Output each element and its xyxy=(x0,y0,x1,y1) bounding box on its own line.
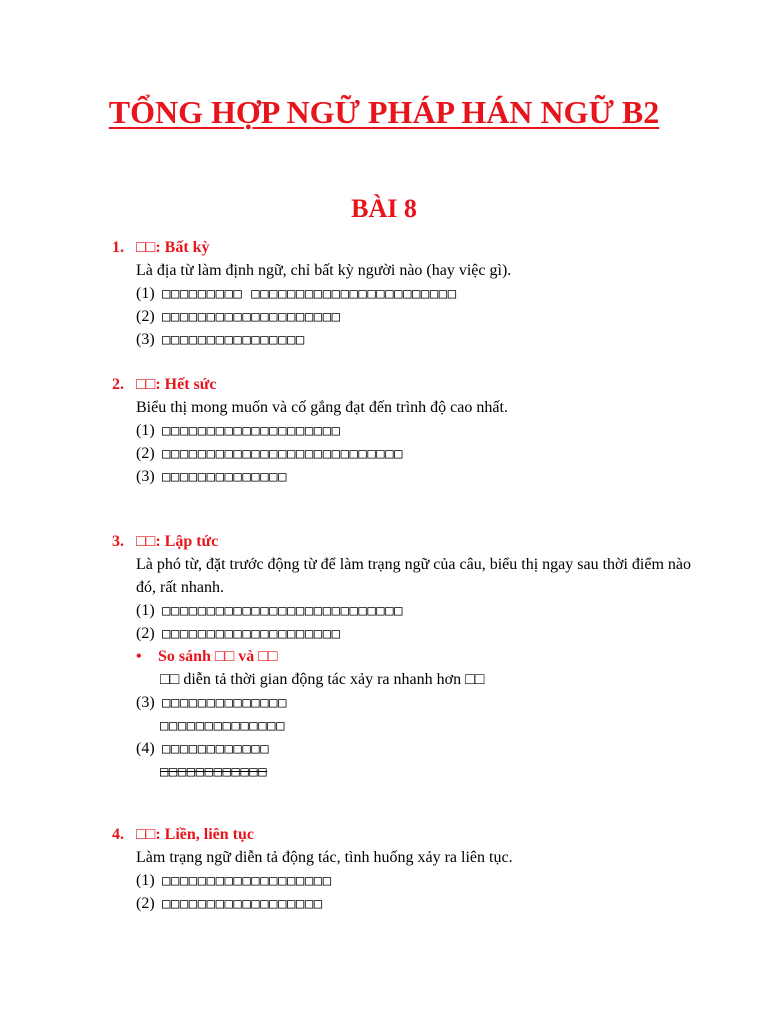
example-text: □□□□□□□□□□□□□□□□□□□□ xyxy=(162,309,341,325)
example-label: (3) xyxy=(136,331,155,348)
example-label: (2) xyxy=(136,625,155,642)
example-text: □□□□□□□□□□□□□□□□□□□□ xyxy=(162,423,341,439)
section-title: □□: Lập tức xyxy=(136,533,219,550)
example-label: (2) xyxy=(136,895,155,912)
section-heading xyxy=(112,236,712,259)
example-text-struck: □□□□□□□□□□□□ xyxy=(160,764,268,780)
example-label: (2) xyxy=(136,308,155,325)
section-number: 3. xyxy=(112,533,124,550)
compare-note: □□ diễn tả thời gian động tác xảy ra nhanh hơn □□ xyxy=(160,671,485,688)
example-text: □□□□□□□□□□□□□□ xyxy=(162,469,288,485)
example-line xyxy=(112,691,712,714)
example-line xyxy=(112,599,712,622)
example-line xyxy=(112,465,712,488)
example-text: □□□□□□□□□□□□□□□□ xyxy=(162,332,305,348)
example-text: □□□□□□□□□□□□□□□□□□□□□□□□□□□ xyxy=(162,603,404,619)
example-text: □□□□□□□□□□□□□□□□□□□□ xyxy=(162,626,341,642)
bullet-dot-icon: • xyxy=(136,648,142,665)
example-continuation xyxy=(112,760,712,783)
example-text: □□□□□□□□□ □□□□□□□□□□□□□□□□□□□□□□□ xyxy=(162,286,457,302)
compare-bullet xyxy=(112,645,712,668)
section-heading xyxy=(112,823,712,846)
example-label: (1) xyxy=(136,422,155,439)
example-label: (4) xyxy=(136,740,155,757)
section-number: 1. xyxy=(112,239,124,256)
example-text: □□□□□□□□□□□□□□□□□□□□□□□□□□□ xyxy=(162,446,404,462)
grammar-section-4 xyxy=(112,823,712,915)
example-label: (3) xyxy=(136,468,155,485)
section-heading xyxy=(112,373,712,396)
example-line xyxy=(112,419,712,442)
grammar-section-1 xyxy=(112,236,712,351)
example-text: □□□□□□□□□□□□□□ xyxy=(160,718,286,734)
example-label: (1) xyxy=(136,285,155,302)
section-description: Là phó từ, đặt trước động từ để làm trạng ngữ của câu, biểu thị ngay sau thời điểm nào đó, rất nhanh. xyxy=(136,556,692,596)
example-text: □□□□□□□□□□□□ xyxy=(162,741,270,757)
section-heading xyxy=(112,530,712,553)
section-number: 4. xyxy=(112,826,124,843)
grammar-section-2 xyxy=(112,373,712,488)
example-line xyxy=(112,328,712,351)
section-title: □□: Liền, liên tục xyxy=(136,826,254,843)
grammar-section-3 xyxy=(112,530,712,783)
example-label: (2) xyxy=(136,445,155,462)
section-number: 2. xyxy=(112,376,124,393)
section-description: Là địa từ làm định ngữ, chỉ bất kỳ người nào (hay việc gì). xyxy=(136,262,512,279)
example-label: (3) xyxy=(136,694,155,711)
lesson-heading: BÀI 8 xyxy=(351,194,417,223)
example-text: □□□□□□□□□□□□□□ xyxy=(162,695,288,711)
example-line xyxy=(112,737,712,760)
page-title: TỔNG HỢP NGỮ PHÁP HÁN NGỮ B2 xyxy=(108,94,660,130)
section-title: □□: Bất kỳ xyxy=(136,239,210,256)
example-line xyxy=(112,892,712,915)
section-description: Làm trạng ngữ diễn tả động tác, tình huống xảy ra liên tục. xyxy=(136,849,513,866)
example-label: (1) xyxy=(136,872,155,889)
example-line xyxy=(112,282,712,305)
example-line xyxy=(112,869,712,892)
section-description: Biểu thị mong muốn và cố gắng đạt đến trình độ cao nhất. xyxy=(136,399,508,416)
example-line xyxy=(112,442,712,465)
example-line xyxy=(112,622,712,645)
compare-title: So sánh □□ và □□ xyxy=(158,648,278,665)
example-line xyxy=(112,305,712,328)
example-continuation xyxy=(112,714,712,737)
example-text: □□□□□□□□□□□□□□□□□□□ xyxy=(162,873,332,889)
section-title: □□: Hết sức xyxy=(136,376,217,393)
example-label: (1) xyxy=(136,602,155,619)
example-text: □□□□□□□□□□□□□□□□□□ xyxy=(162,896,323,912)
